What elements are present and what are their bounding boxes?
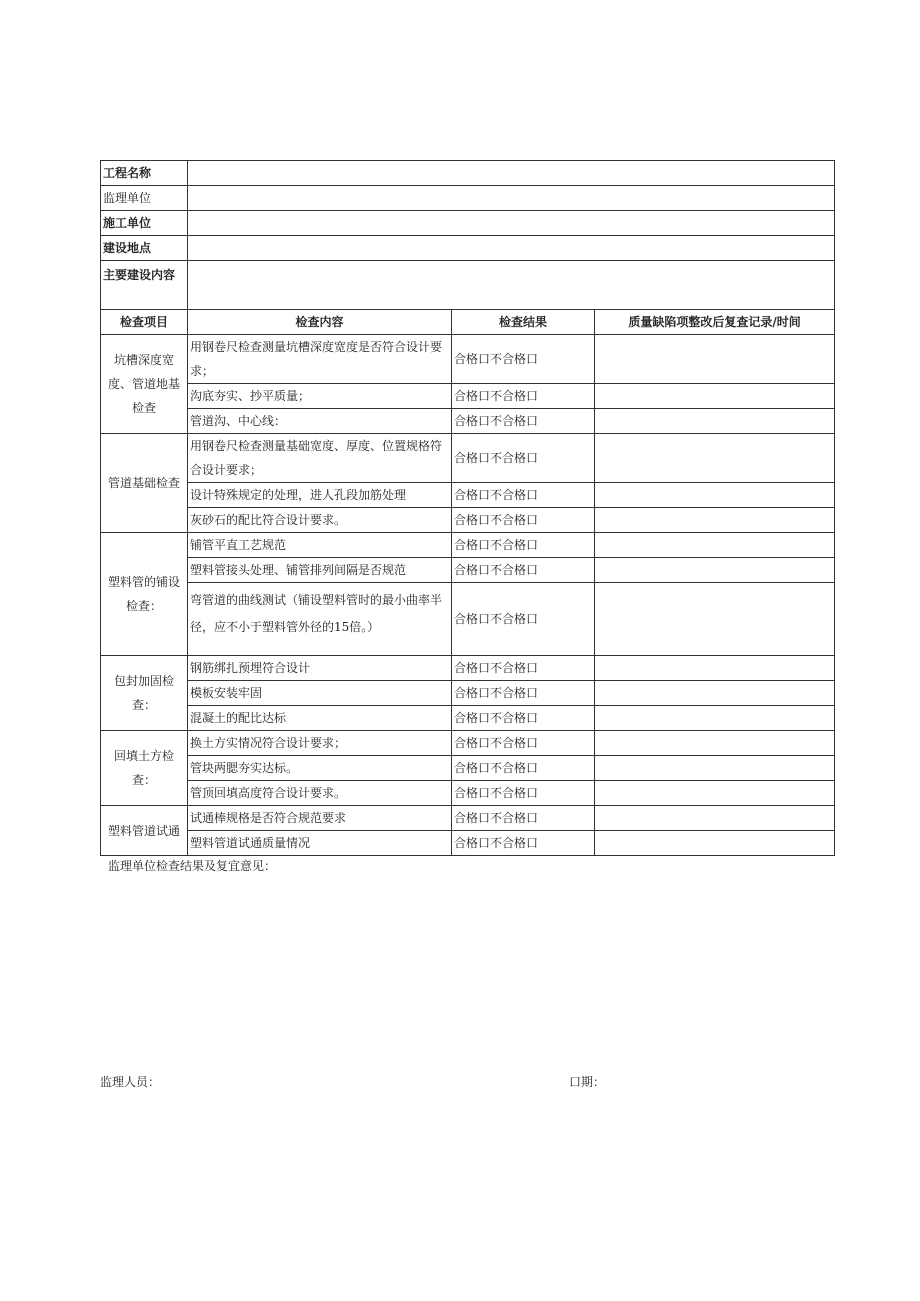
rectification-cell[interactable]: [595, 434, 835, 483]
inspector-label: 监理人员：: [100, 1075, 161, 1089]
check-content: 钢筋绑扎预埋符合设计: [188, 656, 452, 681]
check-content: 模板安装牢固: [188, 681, 452, 706]
supervision-unit-field[interactable]: [188, 186, 835, 211]
check-result[interactable]: 合格口不合格口: [452, 706, 595, 731]
check-content: 铺管平直工艺规范: [188, 533, 452, 558]
rectification-cell[interactable]: [595, 583, 835, 656]
rectification-cell[interactable]: [595, 409, 835, 434]
check-result[interactable]: 合格口不合格口: [452, 583, 595, 656]
supervision-opinion-label: 监理单位检查结果及复宜意见：: [108, 859, 277, 873]
rectification-cell[interactable]: [595, 731, 835, 756]
col-header-rectification: 质量缺陷项整改后复查记录/时间: [595, 310, 835, 335]
project-name-field[interactable]: [188, 161, 835, 186]
check-content: 混凝土的配比达标: [188, 706, 452, 731]
construction-unit-field[interactable]: [188, 211, 835, 236]
check-content: 灰砂石的配比符合设计要求。: [188, 508, 452, 533]
check-result[interactable]: 合格口不合格口: [452, 558, 595, 583]
main-content-label: 主要建设内容: [101, 261, 188, 310]
main-content-field[interactable]: [188, 261, 835, 310]
check-result[interactable]: 合格口不合格口: [452, 656, 595, 681]
check-content: 弯管道的曲线测试（铺设塑料管时的最小曲率半径，应不小于塑料管外径的15倍。）: [188, 583, 452, 656]
check-result[interactable]: 合格口不合格口: [452, 483, 595, 508]
check-content: 沟底夯实、抄平质量；: [188, 384, 452, 409]
construction-site-field[interactable]: [188, 236, 835, 261]
check-result[interactable]: 合格口不合格口: [452, 831, 595, 856]
group-name: 坑槽深度宽度、管道地基检查: [101, 335, 188, 434]
group-name: 塑料管道试通: [101, 806, 188, 856]
rectification-cell[interactable]: [595, 558, 835, 583]
check-result[interactable]: 合格口不合格口: [452, 384, 595, 409]
rectification-cell[interactable]: [595, 806, 835, 831]
group-name: 包封加固检查：: [101, 656, 188, 731]
check-content: 管顶回填高度符合设计要求。: [188, 781, 452, 806]
rectification-cell[interactable]: [595, 384, 835, 409]
rectification-cell[interactable]: [595, 781, 835, 806]
project-name-label: 工程名称: [101, 161, 188, 186]
check-result[interactable]: 合格口不合格口: [452, 781, 595, 806]
supervision-unit-label: 监理单位: [101, 186, 188, 211]
inspection-form-table: [100, 160, 835, 856]
rectification-cell[interactable]: [595, 756, 835, 781]
check-result[interactable]: 合格口不合格口: [452, 434, 595, 483]
group-name: 回填土方检查：: [101, 731, 188, 806]
check-result[interactable]: 合格口不合格口: [452, 806, 595, 831]
check-content: 试通棒规格是否符合规范要求: [188, 806, 452, 831]
check-result[interactable]: 合格口不合格口: [452, 409, 595, 434]
check-content: 管块两腮夯实达标。: [188, 756, 452, 781]
rectification-cell[interactable]: [595, 335, 835, 384]
check-result[interactable]: 合格口不合格口: [452, 533, 595, 558]
check-content: 用钢卷尺检查测量基础宽度、厚度、位置规格符合设计要求；: [188, 434, 452, 483]
check-result[interactable]: 合格口不合格口: [452, 508, 595, 533]
check-content: 塑料管接头处理、铺管排列间隔是否规范: [188, 558, 452, 583]
date-label: 口期：: [569, 1075, 606, 1089]
check-result[interactable]: 合格口不合格口: [452, 731, 595, 756]
rectification-cell[interactable]: [595, 483, 835, 508]
rectification-cell[interactable]: [595, 533, 835, 558]
check-content: 管道沟、中心线：: [188, 409, 452, 434]
rectification-cell[interactable]: [595, 831, 835, 856]
check-result[interactable]: 合格口不合格口: [452, 681, 595, 706]
check-content: 塑料管道试通质量情况: [188, 831, 452, 856]
construction-unit-label: 施工单位: [101, 211, 188, 236]
rectification-cell[interactable]: [595, 508, 835, 533]
col-header-item: 检查项目: [101, 310, 188, 335]
check-content: 设计特殊规定的处理，进人孔段加筋处理: [188, 483, 452, 508]
col-header-result: 检查结果: [452, 310, 595, 335]
check-result[interactable]: 合格口不合格口: [452, 756, 595, 781]
check-content: 换土方实情况符合设计要求；: [188, 731, 452, 756]
col-header-content: 检查内容: [188, 310, 452, 335]
rectification-cell[interactable]: [595, 706, 835, 731]
construction-site-label: 建设地点: [101, 236, 188, 261]
check-content: 用钢卷尺检查测量坑槽深度宽度是否符合设计要求；: [188, 335, 452, 384]
check-result[interactable]: 合格口不合格口: [452, 335, 595, 384]
group-name: 管道基础检查: [101, 434, 188, 533]
rectification-cell[interactable]: [595, 656, 835, 681]
rectification-cell[interactable]: [595, 681, 835, 706]
group-name: 塑料管的铺设检查：: [101, 533, 188, 656]
